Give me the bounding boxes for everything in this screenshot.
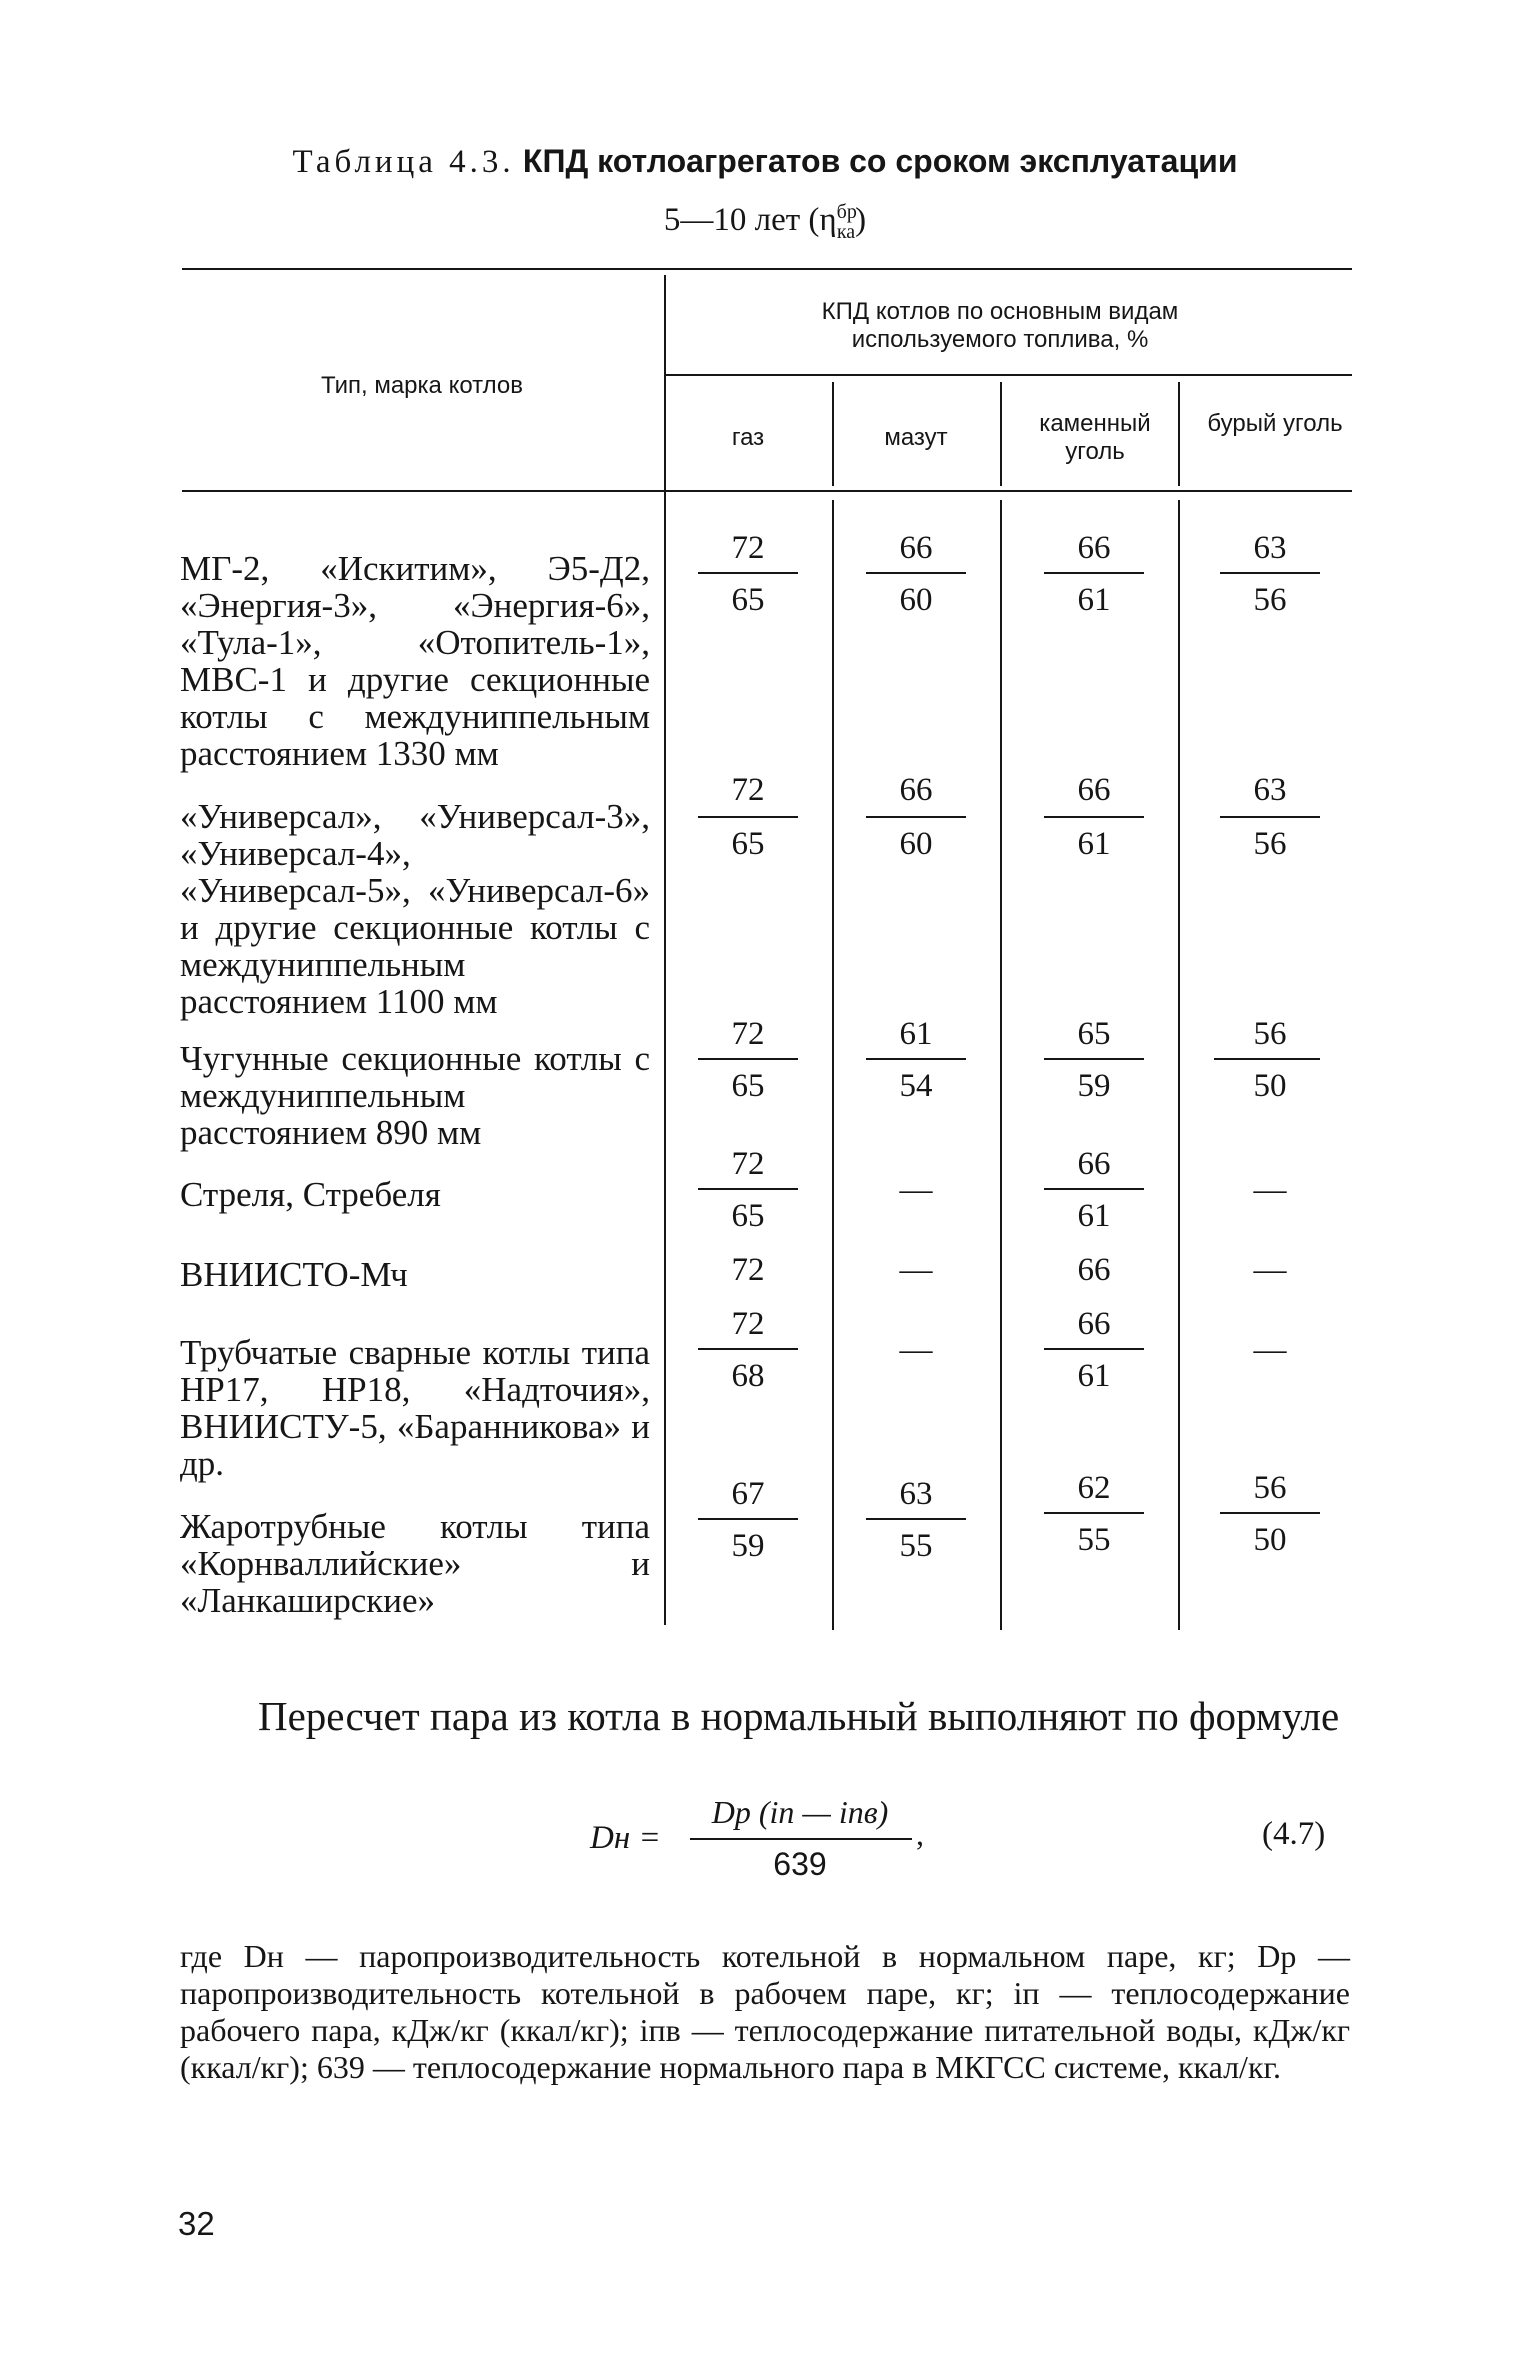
cell-r6-coal-bar xyxy=(1044,1512,1144,1514)
cell-r1-coal-den: 61 xyxy=(1077,826,1111,862)
cell-r1-mazut-num: 66 xyxy=(899,772,933,808)
cell-r6-brown-bar xyxy=(1220,1512,1320,1514)
coal-brown-divider xyxy=(1178,382,1180,486)
cell-r5-gas-num: 72 xyxy=(731,1306,765,1342)
gas-mazut-body-divider xyxy=(832,500,834,1630)
fuel-header-rule xyxy=(666,374,1352,376)
cell-r4-mazut-dash: — xyxy=(899,1252,933,1288)
cell-r2-gas-bar xyxy=(698,1058,798,1060)
cell-r3-coal-bar xyxy=(1044,1188,1144,1190)
cell-r1-gas-num: 72 xyxy=(731,772,765,808)
cell-r3-gas-den: 65 xyxy=(731,1198,765,1234)
header-bottom-rule xyxy=(182,490,1352,492)
fuel-header-coal: каменный уголь xyxy=(1039,410,1151,465)
cell-r0-brown-num: 63 xyxy=(1253,530,1287,566)
cell-r4-brown-dash: — xyxy=(1253,1252,1287,1288)
cell-r0-coal-den: 61 xyxy=(1077,582,1111,618)
cell-r2-brown-bar xyxy=(1214,1058,1320,1060)
row-name-strelya: Стреля, Стребеля xyxy=(180,1175,441,1214)
table-caption xyxy=(180,136,1350,257)
formula-number: (4.7) xyxy=(1262,1816,1326,1852)
fuel-header-mazut: мазут xyxy=(884,424,948,451)
type-column-header: Тип, марка котлов xyxy=(320,372,523,399)
cell-r1-mazut-den: 60 xyxy=(899,826,933,862)
cell-r3-gas-bar xyxy=(698,1188,798,1190)
row-name-universal: «Универсал», «Универсал-3», «Универсал-4», «Универсал-5», «Универсал-6» и другие секционные котлы с междуниппельным расстоянием 1100 мм xyxy=(180,797,650,1021)
row-name-vniisto: ВНИИСТО-Мч xyxy=(180,1255,408,1294)
cell-r6-mazut-num: 63 xyxy=(899,1476,933,1512)
row-name-mg2: МГ-2, «Искитим», Э5-Д2, «Энергия-3», «Энергия-6», «Тула-1», «Отопитель-1», МВС-1 и другие секционные котлы с междуниппельным расстоянием 1330 мм xyxy=(180,549,650,773)
coal-brown-body-divider xyxy=(1178,500,1180,1630)
cell-r0-mazut-den: 60 xyxy=(899,582,933,618)
formula-numerator: Dр (iп — iпв) xyxy=(711,1794,889,1830)
cell-r1-brown-num: 63 xyxy=(1253,772,1287,808)
cell-r2-brown-num: 56 xyxy=(1253,1016,1287,1052)
cell-r1-coal-bar xyxy=(1044,816,1144,818)
cell-r6-gas-num: 67 xyxy=(731,1476,765,1512)
cell-r2-gas-num: 72 xyxy=(731,1016,765,1052)
formula-comma: , xyxy=(916,1816,924,1852)
cell-r6-mazut-bar xyxy=(866,1518,966,1520)
cell-r6-gas-bar xyxy=(698,1518,798,1520)
formula-denominator: 639 xyxy=(773,1846,827,1882)
cell-r3-coal-den: 61 xyxy=(1077,1198,1111,1234)
cell-r5-coal-bar xyxy=(1044,1348,1144,1350)
cell-r2-coal-bar xyxy=(1044,1058,1144,1060)
cell-r6-coal-num: 62 xyxy=(1077,1470,1111,1506)
cell-r6-coal-den: 55 xyxy=(1077,1522,1111,1558)
cell-r3-gas-num: 72 xyxy=(731,1146,765,1182)
body-paragraph: Пересчет пара из котла в нормальный выполняют по формуле xyxy=(258,1693,1340,1739)
cell-r4-coal: 66 xyxy=(1077,1252,1111,1288)
cell-r5-gas-bar xyxy=(698,1348,798,1350)
cell-r5-brown-dash: — xyxy=(1253,1332,1287,1368)
cell-r0-gas-num: 72 xyxy=(731,530,765,566)
cell-r1-mazut-bar xyxy=(866,816,966,818)
cell-r0-brown-bar xyxy=(1220,572,1320,574)
formula-legend: где Dн — паропроизводительность котельной в нормальном паре, кг; Dр — паропроизводительность котельной в рабочем паре, кг; iп — теплосодержание рабочего пара, кДж/кг (ккал/кг); iпв — теплосодержание питательной воды, кДж/кг (ккал/кг); 639 — теплосодержание нормального пара в МКГСС системе, ккал/кг. xyxy=(180,1938,1350,2085)
cell-r1-gas-bar xyxy=(698,816,798,818)
cell-r2-mazut-bar xyxy=(866,1058,966,1060)
eta-superscript: бр xyxy=(836,201,857,223)
row-name-fire-tube: Жаротрубные котлы типа «Корнваллийские» и «Ланкаширские» xyxy=(180,1507,650,1620)
mazut-coal-divider xyxy=(1000,382,1002,486)
fuel-header-brown-coal: бурый уголь xyxy=(1207,410,1343,437)
page-number: 32 xyxy=(178,2205,215,2242)
row-name-tubular: Трубчатые сварные котлы типа НР17, НР18, «Надточия», ВНИИСТУ-5, «Баранникова» и др. xyxy=(180,1333,650,1483)
cell-r2-brown-den: 50 xyxy=(1253,1068,1287,1104)
type-column-divider xyxy=(664,275,666,1625)
fuel-header-gas: газ xyxy=(731,424,765,451)
cell-r3-mazut-dash: — xyxy=(899,1172,933,1208)
cell-r0-mazut-bar xyxy=(866,572,966,574)
cell-r2-coal-den: 59 xyxy=(1077,1068,1111,1104)
cell-r0-coal-num: 66 xyxy=(1077,530,1111,566)
cell-r4-gas: 72 xyxy=(731,1252,765,1288)
table-top-rule xyxy=(182,268,1352,270)
cell-r2-mazut-num: 61 xyxy=(899,1016,933,1052)
cell-r6-gas-den: 59 xyxy=(731,1528,765,1564)
cell-r2-gas-den: 65 xyxy=(731,1068,765,1104)
formula-lhs: Dн = xyxy=(590,1820,661,1856)
cell-r1-coal-num: 66 xyxy=(1077,772,1111,808)
cell-r5-coal-num: 66 xyxy=(1077,1306,1111,1342)
cell-r5-gas-den: 68 xyxy=(731,1358,765,1394)
row-name-cast-iron: Чугунные секционные котлы с междуниппельным расстоянием 890 мм xyxy=(180,1039,650,1152)
mazut-coal-body-divider xyxy=(1000,500,1002,1630)
table-label: Таблица 4.3. xyxy=(292,144,515,180)
eta-subscript: ка xyxy=(836,220,856,243)
cell-r3-brown-dash: — xyxy=(1253,1172,1287,1208)
cell-r3-coal-num: 66 xyxy=(1077,1146,1111,1182)
cell-r0-brown-den: 56 xyxy=(1253,582,1287,618)
table-title: КПД котлоагрегатов со сроком эксплуатации xyxy=(522,143,1238,179)
cell-r1-gas-den: 65 xyxy=(731,826,765,862)
cell-r1-brown-den: 56 xyxy=(1253,826,1287,862)
cell-r1-brown-bar xyxy=(1220,816,1320,818)
cell-r0-gas-den: 65 xyxy=(731,582,765,618)
formula-bar xyxy=(690,1838,912,1840)
cell-r5-mazut-dash: — xyxy=(899,1332,933,1368)
cell-r5-coal-den: 61 xyxy=(1077,1358,1111,1394)
cell-r6-mazut-den: 55 xyxy=(899,1528,933,1564)
cell-r0-gas-bar xyxy=(698,572,798,574)
cell-r6-brown-den: 50 xyxy=(1253,1522,1287,1558)
fuel-group-header: КПД котлов по основным видам используемого топлива, % xyxy=(821,298,1179,353)
cell-r2-coal-num: 65 xyxy=(1077,1016,1111,1052)
cell-r6-brown-num: 56 xyxy=(1253,1470,1287,1506)
cell-r2-mazut-den: 54 xyxy=(899,1068,933,1104)
cell-r0-mazut-num: 66 xyxy=(899,530,933,566)
cell-r0-coal-bar xyxy=(1044,572,1144,574)
table-title-line2: 5—10 лет $(\eta^{бр}_{ка})$ xyxy=(663,201,867,243)
